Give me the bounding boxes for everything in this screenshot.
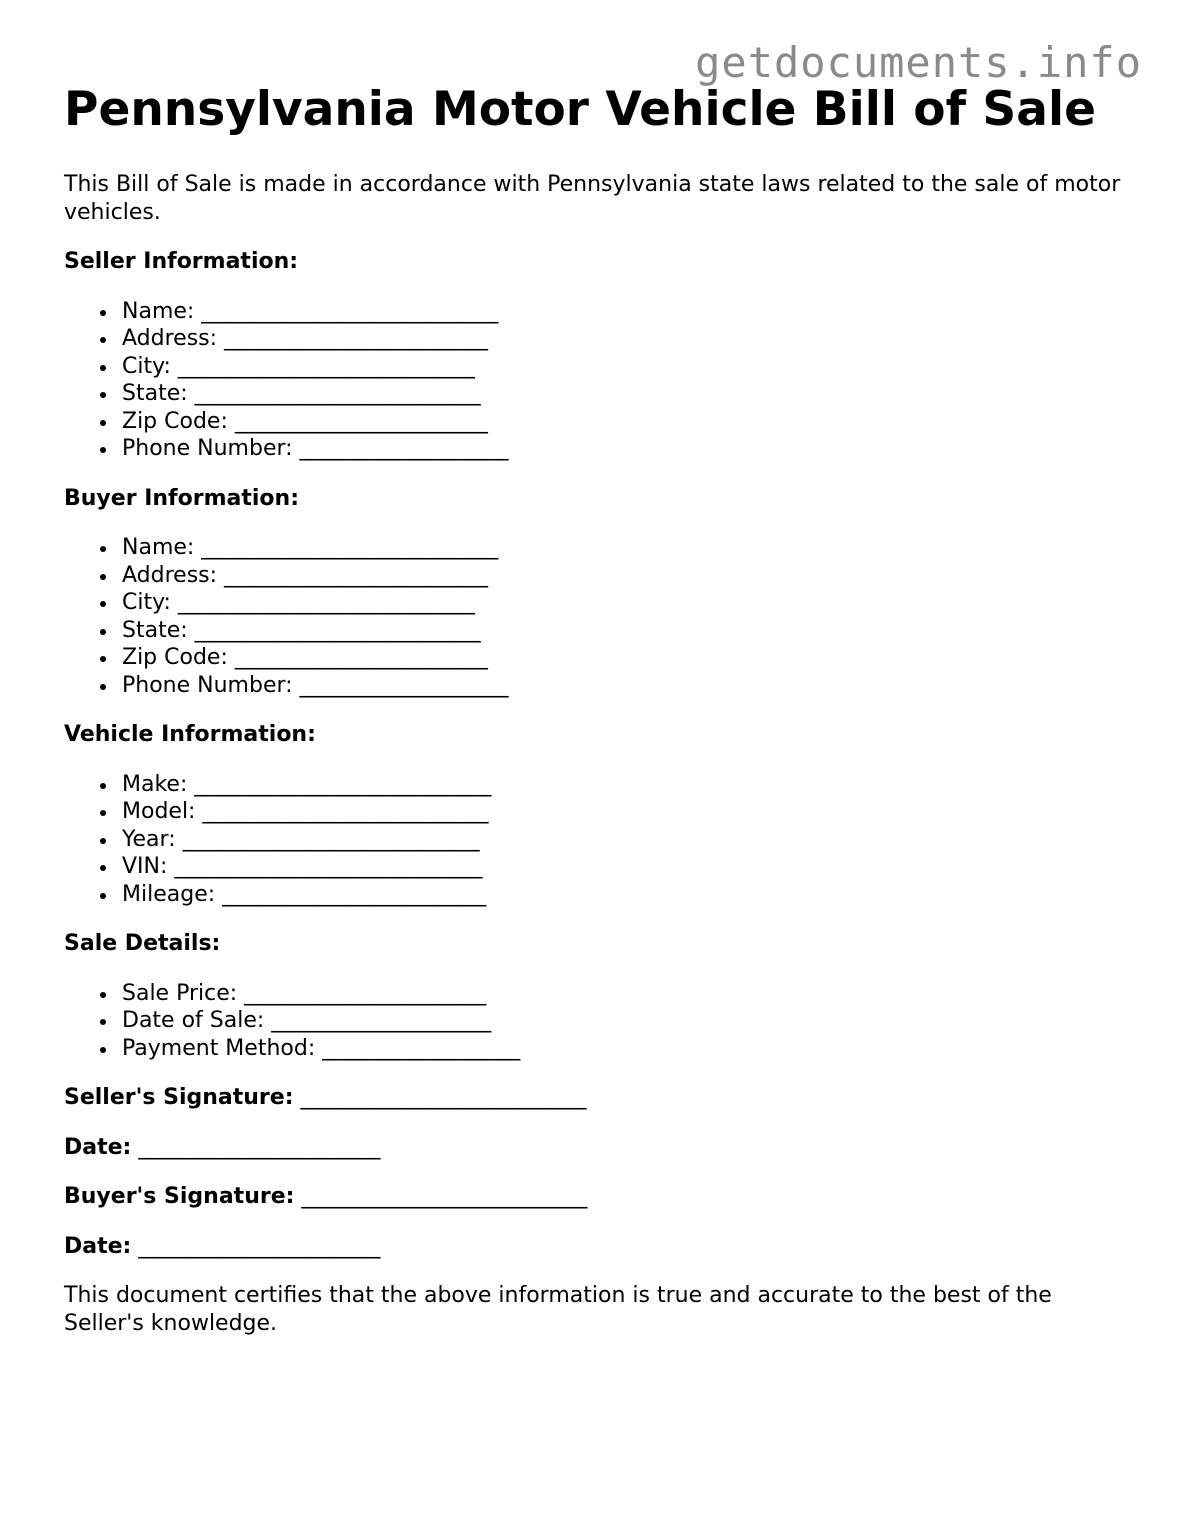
seller-field-list: [64, 298, 1124, 463]
document-title: Pennsylvania Motor Vehicle Bill of Sale: [64, 82, 1096, 137]
seller-signature-blank: __________________________: [300, 1085, 587, 1110]
sale-date-field: Date of Sale: ____________________: [122, 1007, 1124, 1035]
sale-price-field: Sale Price: ______________________: [122, 980, 1124, 1008]
buyer-signature-blank: __________________________: [301, 1184, 588, 1209]
vehicle-field-list: [64, 771, 1124, 909]
buyer-zip-field: Zip Code: _______________________: [122, 644, 1124, 672]
buyer-phone-field: Phone Number: ___________________: [122, 672, 1124, 700]
seller-phone-field: Phone Number: ___________________: [122, 435, 1124, 463]
seller-signature-line: [64, 1084, 1124, 1112]
intro-paragraph: This Bill of Sale is made in accordance with Pennsylvania state laws related to the sale of motor vehicles.: [64, 172, 1121, 225]
buyer-signature-line: [64, 1183, 1124, 1211]
seller-city-field: City: ___________________________: [122, 353, 1124, 381]
buyer-date-line: [64, 1233, 1124, 1261]
buyer-signature-label: Buyer's Signature:: [64, 1184, 295, 1209]
buyer-address-field: Address: ________________________: [122, 562, 1124, 590]
vehicle-year-field: Year: ___________________________: [122, 826, 1124, 854]
seller-date-blank: ______________________: [138, 1134, 381, 1160]
vehicle-mileage-field: Mileage: ________________________: [122, 881, 1124, 909]
buyer-name-field: Name: ___________________________: [122, 534, 1124, 562]
buyer-date-label: Date:: [64, 1233, 132, 1259]
buyer-city-field: City: ___________________________: [122, 589, 1124, 617]
watermark: getdocuments.info: [695, 38, 1142, 87]
buyer-section-heading: Buyer Information:: [64, 485, 299, 511]
sale-section-heading: Sale Details:: [64, 931, 221, 956]
vehicle-model-field: Model: __________________________: [122, 798, 1124, 826]
buyer-field-list: [64, 534, 1124, 699]
closing-paragraph: This document certifies that the above information is true and accurate to the best of the Seller's knowledge.: [64, 1283, 1052, 1336]
buyer-date-blank: ______________________: [138, 1233, 381, 1259]
buyer-state-field: State: __________________________: [122, 617, 1124, 645]
seller-signature-label: Seller's Signature:: [64, 1085, 294, 1110]
seller-zip-field: Zip Code: _______________________: [122, 408, 1124, 436]
payment-method-field: Payment Method: __________________: [122, 1035, 1124, 1063]
vehicle-make-field: Make: ___________________________: [122, 771, 1124, 799]
seller-date-line: [64, 1134, 1124, 1162]
seller-state-field: State: __________________________: [122, 380, 1124, 408]
seller-address-field: Address: ________________________: [122, 325, 1124, 353]
vehicle-vin-field: VIN: ____________________________: [122, 853, 1124, 881]
document-page: [64, 82, 1124, 1337]
sale-field-list: [64, 980, 1124, 1063]
seller-date-label: Date:: [64, 1134, 132, 1160]
seller-section-heading: Seller Information:: [64, 249, 299, 274]
seller-name-field: Name: ___________________________: [122, 298, 1124, 326]
vehicle-section-heading: Vehicle Information:: [64, 722, 316, 747]
